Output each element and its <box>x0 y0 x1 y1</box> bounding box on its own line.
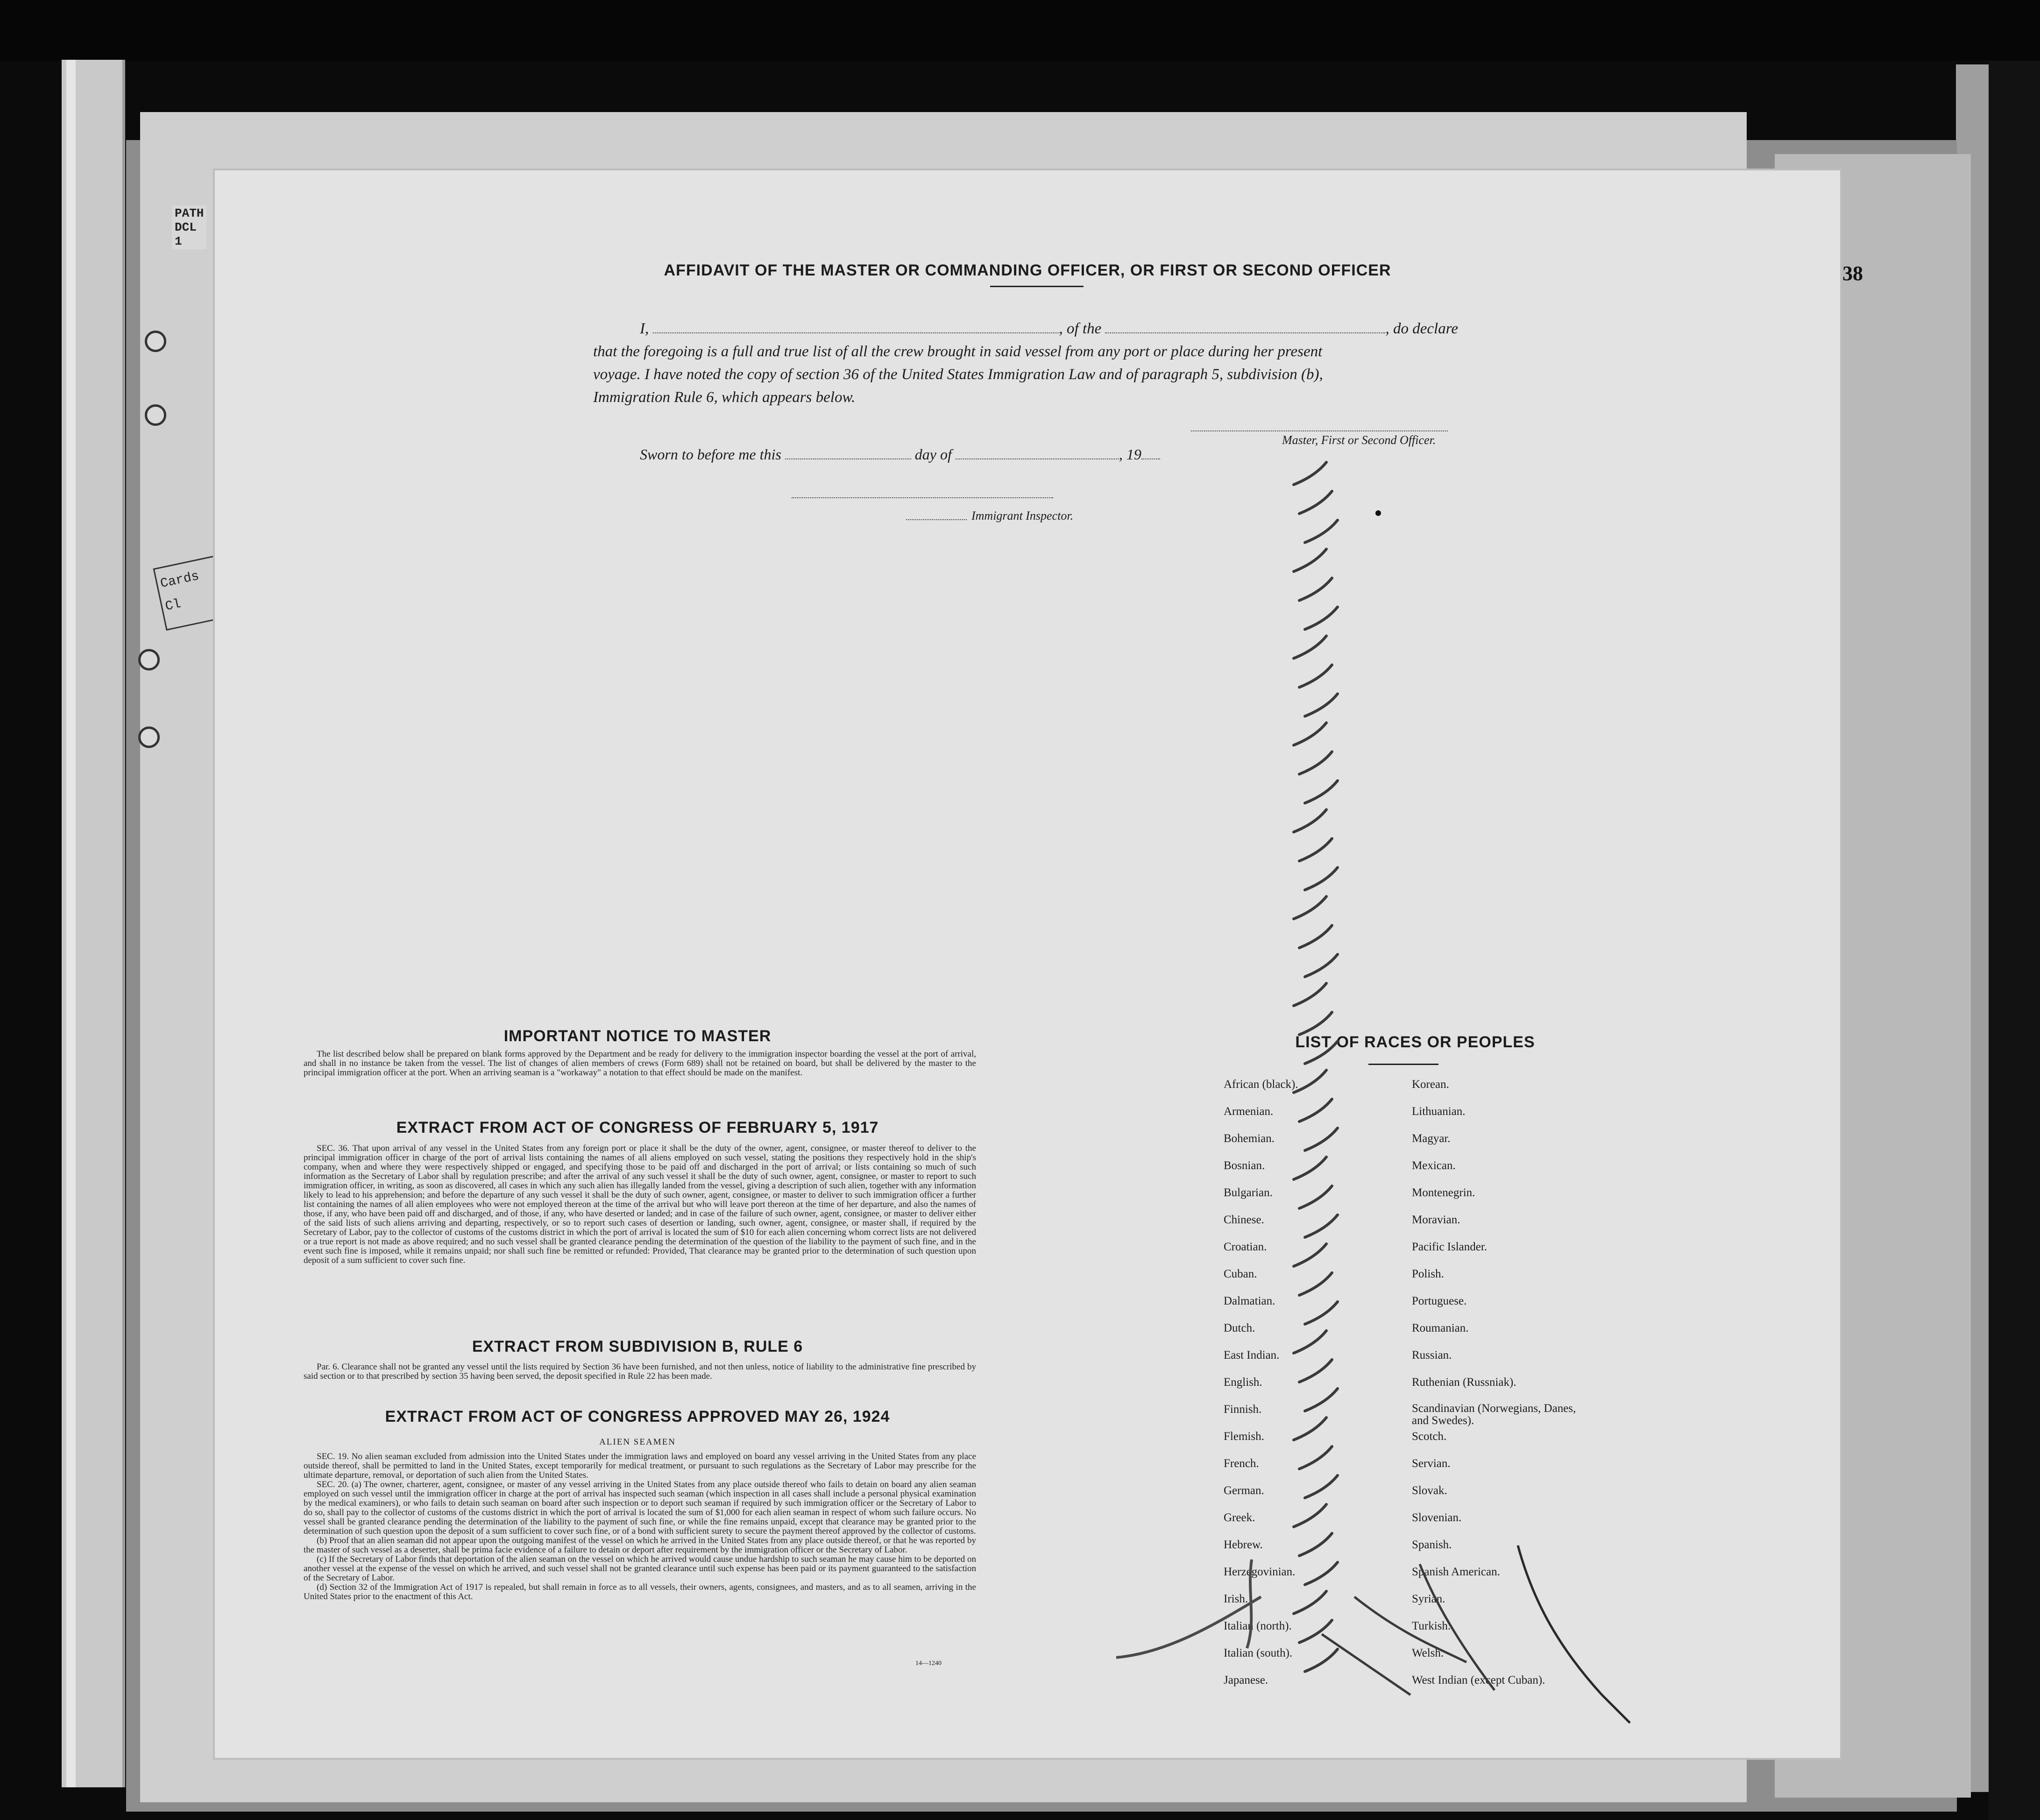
sworn-line: Sworn to before me this day of , 19 <box>640 446 1160 463</box>
tick-mark <box>1305 607 1338 629</box>
tick-mark <box>1305 520 1338 543</box>
race-item: Bulgarian. <box>1224 1186 1273 1199</box>
tick-mark <box>1294 1244 1326 1266</box>
race-item: German. <box>1224 1484 1264 1497</box>
tick-mark <box>1305 781 1338 803</box>
tick-mark <box>1299 665 1332 687</box>
race-item: English. <box>1224 1376 1262 1389</box>
vessel-field[interactable] <box>1105 320 1385 333</box>
tick-mark <box>1299 839 1332 861</box>
form-number: 14—1240 <box>915 1660 942 1667</box>
sworn-day-field[interactable] <box>785 446 911 459</box>
tick-mark <box>1294 636 1326 658</box>
race-item: Turkish. <box>1412 1620 1451 1632</box>
tick-mark <box>1299 1446 1332 1469</box>
inspector-dots <box>906 519 967 520</box>
film-border-top <box>0 0 2040 61</box>
race-item: Dutch. <box>1224 1322 1255 1334</box>
race-item: Herzegovinian. <box>1224 1566 1296 1578</box>
extract-1924-title: EXTRACT FROM ACT OF CONGRESS APPROVED MAY 26, 1924 <box>385 1408 890 1425</box>
race-item: Cuban. <box>1224 1268 1257 1280</box>
race-item: Irish. <box>1224 1593 1248 1605</box>
tick-mark <box>1299 1099 1332 1122</box>
tick-mark <box>1294 1331 1326 1353</box>
race-item: Dalmatian. <box>1224 1295 1275 1307</box>
tick-mark <box>1305 1302 1338 1324</box>
tick-mark <box>1305 1128 1338 1150</box>
tick-mark <box>1305 694 1338 716</box>
tick-mark <box>1299 1186 1332 1208</box>
tick-mark <box>1294 723 1326 745</box>
binder-strip-edge <box>66 60 76 1787</box>
name-field[interactable] <box>653 320 1059 333</box>
tick-mark <box>1305 1475 1338 1498</box>
races-title: LIST OF RACES OR PEOPLES <box>1295 1033 1535 1051</box>
tick-mark <box>1299 1273 1332 1295</box>
affidavit-line-2: that the foregoing is a full and true list of all the crew brought in said vessel from any port or place during her present <box>593 343 1323 360</box>
race-item: Magyar. <box>1412 1132 1451 1145</box>
tick-mark <box>1305 1215 1338 1237</box>
tick-mark <box>1294 1157 1326 1179</box>
race-item: French. <box>1224 1457 1259 1470</box>
ink-dot <box>1375 510 1381 516</box>
race-item: Pacific Islander. <box>1412 1241 1488 1253</box>
notice-title: IMPORTANT NOTICE TO MASTER <box>503 1027 772 1045</box>
affidavit-title: AFFIDAVIT OF THE MASTER OR COMMANDING OFFICER, OR FIRST OR SECOND OFFICER <box>664 261 1391 279</box>
tick-mark <box>1294 810 1326 832</box>
tick-mark <box>1299 491 1332 514</box>
race-item: Spanish. <box>1412 1538 1452 1551</box>
tick-mark <box>1305 1389 1338 1411</box>
master-signature-line[interactable] <box>1191 430 1448 431</box>
tick-mark <box>1294 1070 1326 1093</box>
race-item: Korean. <box>1412 1078 1449 1091</box>
tick-mark <box>1299 925 1332 948</box>
race-item: Ruthenian (Russniak). <box>1412 1376 1516 1389</box>
side-tab-label: PATH DCL 1 <box>172 205 206 249</box>
notice-text: The list described below shall be prepared on blank forms approved by the Department and be ready for delivery to the immigration inspector boarding the vessel at the port of arrival, and shall in no instance be taken from the vessel. The list of changes of alien members of crews (Form 689) shall not be retained on board, but shall be delivered by the master to the principal immigration officer at the port. When an arriving seaman is a "workaway" a notation to that effect should be made on the manifest. <box>304 1049 976 1078</box>
race-item: West Indian (except Cuban). <box>1412 1674 1545 1686</box>
race-item: East Indian. <box>1224 1349 1280 1361</box>
tick-mark <box>1305 954 1338 977</box>
tick-mark <box>1294 983 1326 1006</box>
race-item: Hebrew. <box>1224 1538 1263 1551</box>
punch-hole <box>145 331 166 352</box>
handwritten-scribble <box>1112 1541 1653 1737</box>
race-item: Syrian. <box>1412 1593 1445 1605</box>
inspector-label: Immigrant Inspector. <box>971 509 1074 522</box>
cards-stamp: Cards Cl <box>153 553 238 630</box>
affidavit-text <box>593 317 1490 409</box>
affidavit-line-4: Immigration Rule 6, which appears below. <box>593 389 856 406</box>
tick-mark <box>1299 578 1332 600</box>
extract-1917-title: EXTRACT FROM ACT OF CONGRESS OF FEBRUARY 5, 1917 <box>396 1119 879 1136</box>
tick-mark <box>1299 1012 1332 1035</box>
extract-rule6-title: EXTRACT FROM SUBDIVISION B, RULE 6 <box>472 1338 803 1355</box>
tick-mark <box>1305 868 1338 890</box>
race-item: Russian. <box>1412 1349 1452 1361</box>
races-rule <box>1368 1064 1438 1065</box>
race-item: Bohemian. <box>1224 1132 1275 1145</box>
tick-mark <box>1294 1504 1326 1527</box>
race-item: Portuguese. <box>1412 1295 1467 1307</box>
inspector-signature-line[interactable] <box>792 497 1053 498</box>
punch-hole <box>138 727 160 748</box>
race-item: Greek. <box>1224 1511 1255 1524</box>
race-item: Italian (north). <box>1224 1620 1292 1632</box>
race-item: Moravian. <box>1412 1213 1460 1226</box>
race-item: Croatian. <box>1224 1241 1267 1253</box>
race-item: Montenegrin. <box>1412 1186 1475 1199</box>
tick-mark <box>1299 752 1332 774</box>
tick-mark <box>1294 1418 1326 1440</box>
race-item: Spanish American. <box>1412 1566 1500 1578</box>
alien-seamen-subtitle: ALIEN SEAMEN <box>599 1437 676 1447</box>
race-item: Servian. <box>1412 1457 1451 1470</box>
title-rule <box>990 286 1084 287</box>
race-item: Lithuanian. <box>1412 1105 1466 1118</box>
tick-mark <box>1294 549 1326 571</box>
race-item: Armenian. <box>1224 1105 1274 1118</box>
sworn-year-field[interactable] <box>1141 446 1160 459</box>
race-item: Scandinavian (Norwegians, Danes, and Swedes). <box>1412 1402 1576 1427</box>
master-label: Master, First or Second Officer. <box>1282 433 1436 447</box>
handwritten-tick-marks <box>1280 458 1354 1686</box>
affidavit-line-1: I, , of the , do declare <box>640 320 1458 337</box>
tick-mark <box>1294 896 1326 919</box>
race-item: Italian (south). <box>1224 1647 1293 1659</box>
race-item: Roumanian. <box>1412 1322 1469 1334</box>
race-item: Bosnian. <box>1224 1159 1265 1172</box>
affidavit-line-3: voyage. I have noted the copy of section 36 of the United States Immigration Law and of paragraph 5, subdivision (b), <box>593 366 1323 383</box>
tick-mark <box>1294 462 1326 485</box>
race-item: Slovenian. <box>1412 1511 1462 1524</box>
extract-1917-text: SEC. 36. That upon arrival of any vessel in the United States from any foreign port or place it shall be the duty of the owner, agent, consignee, or master thereof to deliver to the principal immigration officer in charge of the port of arrival lists containing the names of all aliens employed on such vessel, stating the positions they respectively hold in the ship's company, when and where they were respectively shipped or engaged, and specifying those to be paid off and discharged in the port of arrival; or lists containing so much of such information as the Secretary of Labor shall by regulation prescribe; and after the arrival of any such vessel it shall be the duty of such owner, agent, consignee, or master to report to such immigration officer, in writing, as soon as discovered, all cases in which any such alien has illegally landed from the vessel, giving a description of such alien, together with any information likely to lead to his apprehension; and before the departure of any such vessel it shall be the duty of such owner, agent, consignee, or master to deliver to such immigration officer a further list containing the names of all alien employees who were not employed thereon at the time of the arrival but who will leave port thereon at the time of her departure, and also the names of those, if any, who have been paid off and discharged, and of those, if any, who have deserted or landed; and in case of the failure of such owner, agent, consignee, or master to deliver either of the said lists of such aliens arriving and departing, respectively, or so to report such cases of desertion or landing, such owner, agent, consignee, or master shall, if required by the Secretary of Labor, pay to the collector of customs of the customs district in which the port of arrival is located the sum of $10 for each alien concerning whom correct lists are not delivered or a true report is not made as above required; and no such vessel shall be granted clearance pending the determination of the question of the liability to the payment of such fine, and in the event such fine is imposed, while it remains unpaid; nor shall such fine be remitted or refunded: Provided, That clearance may be granted prior to the determination of such question upon deposit of a sum sufficient to cover such fine. <box>304 1143 976 1265</box>
tick-mark <box>1299 1360 1332 1382</box>
race-item: Polish. <box>1412 1268 1444 1280</box>
race-item: Mexican. <box>1412 1159 1456 1172</box>
race-item: Welsh. <box>1412 1647 1444 1659</box>
race-item: Japanese. <box>1224 1674 1268 1686</box>
sworn-month-field[interactable] <box>956 446 1119 459</box>
race-item: Finnish. <box>1224 1403 1262 1416</box>
punch-hole <box>145 404 166 426</box>
race-item: African (black). <box>1224 1078 1298 1091</box>
race-item: Flemish. <box>1224 1430 1264 1443</box>
race-item: Chinese. <box>1224 1213 1264 1226</box>
page-number: 38 <box>1842 262 1863 285</box>
tick-mark <box>1305 1041 1338 1064</box>
extract-rule6-text: Par. 6. Clearance shall not be granted any vessel until the lists required by Section 36 have been furnished, and not then unless, notice of liability to the administrative fine prescribed by said section or to that prescribed by section 35 having been served, the deposit specified in Rule 22 has been made. <box>304 1362 976 1381</box>
extract-1924-text: SEC. 19. No alien seaman excluded from admission into the United States under the immigration laws and employed on board any vessel arriving in the United States from any place outside thereof, shall be permitted to land in the United States, except temporarily for medical treatment, or pursuant to such regulations as the Secretary of Labor may prescribe for the ultimate departure, removal, or deportation of such alien from the United States. SEC. 20. (a) The owner, charterer, agent, consignee, or master of any vessel arriving in the United States from any place outside thereof who fails to detain on board any alien seaman employed on such vessel until the immigration officer in charge at the port of arrival has inspected such seaman (which inspection in all cases shall include a personal physical examination by the medical examiners), or who fails to detain such seaman on board after such inspection or to deport such seaman if required by such immigration officer or the Secretary of Labor to do so, shall pay to the collector of customs of the customs district in which the port of arrival is located the sum of $1,000 for each alien seaman in respect of whom such failure occurs. No vessel shall be granted clearance pending the determination of the liability to the payment of such fine, or while the fine remains unpaid, except that clearance may be granted prior to the determination of such question upon the deposit of a sum sufficient to cover such fine, or of a bond with sufficient surety to secure the payment thereof approved by the collector of customs. (b) Proof that an alien seaman did not appear upon the outgoing manifest of the vessel on which he arrived in the United States from any place outside thereof, or that he was reported by the master of such vessel as a deserter, shall be prima facie evidence of a failure to detain or deport after requirement by the immigration officer or the Secretary of Labor. (c) If the Secretary of Labor finds that deportation of the alien seaman on the vessel on which he arrived would cause undue hardship to such seaman he may cause him to be deported on another vessel at the expense of the vessel on which he arrived, and such vessel shall not be granted clearance until such expense has been paid or its payment guaranteed to the satisfaction of the Secretary of Labor. (d) Section 32 of the Immigration Act of 1917 is repealed, but shall remain in force as to all vessels, their owners, agents, consignees, and masters, and as to all seamen, arriving in the United States prior to the enactment of this Act. <box>304 1452 976 1601</box>
film-border-right <box>1989 61 2040 1820</box>
punch-hole <box>138 649 160 670</box>
race-item: Slovak. <box>1412 1484 1447 1497</box>
race-item: Scotch. <box>1412 1430 1447 1443</box>
